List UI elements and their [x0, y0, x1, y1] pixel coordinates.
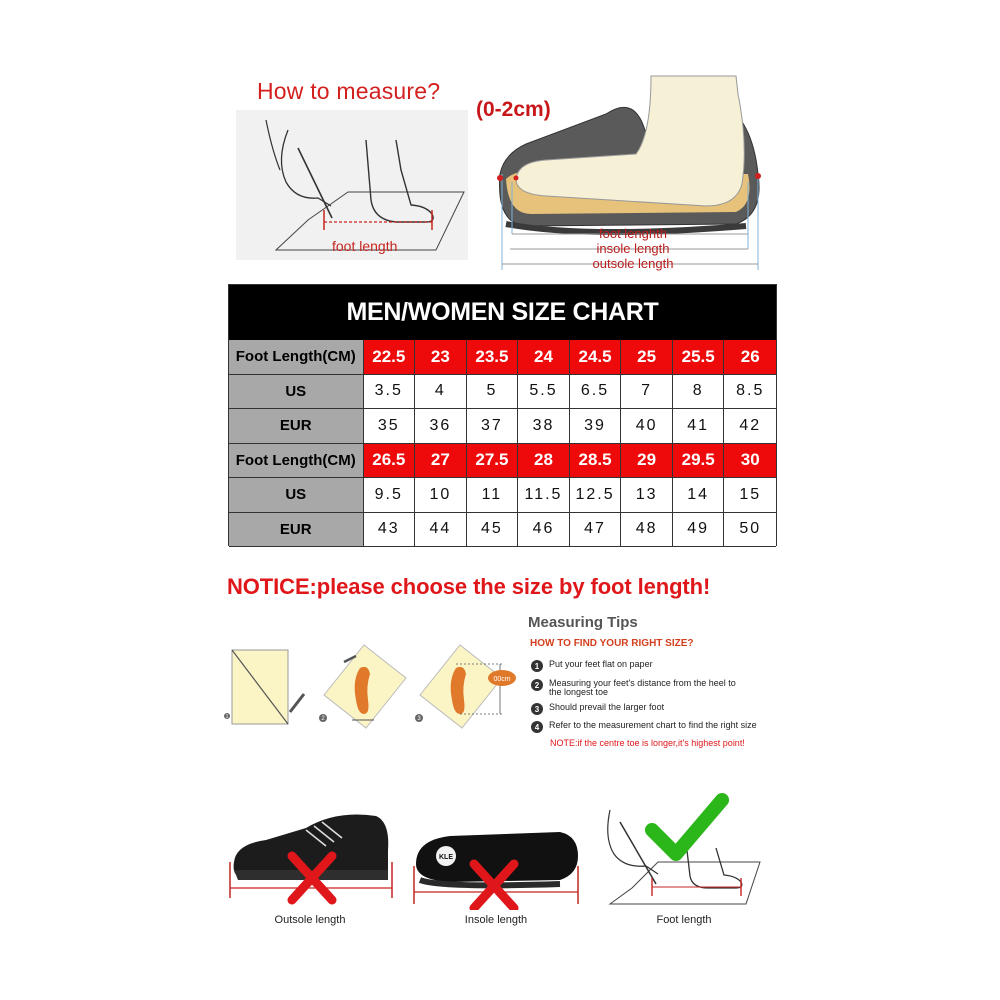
size-value-cell: 40	[621, 409, 673, 444]
tip-panel-foot-measure	[412, 640, 522, 732]
check-icon	[652, 800, 722, 854]
insole-logo: KLE	[439, 854, 453, 861]
size-value-cell: 6.5	[570, 375, 622, 410]
size-value-cell: 4	[415, 375, 467, 410]
row-label: US	[229, 375, 364, 410]
size-chart-row	[229, 444, 776, 479]
size-value-cell: 49	[673, 513, 725, 548]
measuring-tips-title: Measuring Tips	[528, 614, 638, 631]
insole-comparison	[410, 826, 582, 910]
size-value-cell: 29	[621, 444, 673, 479]
outsole-comparison	[226, 800, 396, 908]
how-to-measure-title: How to measure?	[257, 78, 441, 104]
size-value-cell: 25	[621, 340, 673, 375]
tip-step	[531, 703, 664, 715]
size-value-cell: 10	[415, 478, 467, 513]
notice-text: NOTICE:please choose the size by foot length!	[227, 574, 711, 599]
size-value-cell: 26.5	[364, 444, 416, 479]
size-value-cell: 29.5	[673, 444, 725, 479]
size-value-cell: 14	[673, 478, 725, 513]
tip-step	[531, 660, 653, 672]
size-value-cell: 26	[724, 340, 776, 375]
measuring-tips-note: NOTE:if the centre toe is longer,it's highest point!	[550, 738, 745, 748]
tip-bubble-label: 00cm	[493, 676, 511, 683]
range-label: (0-2cm)	[476, 98, 551, 121]
size-chart-row	[229, 513, 776, 548]
size-chart-row	[229, 409, 776, 444]
row-label: Foot Length(CM)	[229, 444, 364, 479]
measuring-tips-subtitle: HOW TO FIND YOUR RIGHT SIZE?	[530, 638, 694, 649]
size-value-cell: 3.5	[364, 375, 416, 410]
size-chart-row	[229, 375, 776, 410]
size-value-cell: 24.5	[570, 340, 622, 375]
size-value-cell: 38	[518, 409, 570, 444]
shoe-cross-section-diagram	[486, 74, 772, 270]
size-value-cell: 27.5	[467, 444, 519, 479]
size-value-cell: 44	[415, 513, 467, 548]
diagram-outsole-length-label: outsole length	[592, 256, 674, 271]
tip-panel-foot-outline	[316, 640, 412, 732]
size-value-cell: 50	[724, 513, 776, 548]
size-value-cell: 23.5	[467, 340, 519, 375]
size-value-cell: 47	[570, 513, 622, 548]
size-value-cell: 5.5	[518, 375, 570, 410]
tip-step-number: 1	[531, 660, 543, 672]
size-value-cell: 11.5	[518, 478, 570, 513]
row-label: EUR	[229, 409, 364, 444]
size-value-cell: 8.5	[724, 375, 776, 410]
size-value-cell: 7	[621, 375, 673, 410]
size-value-cell: 41	[673, 409, 725, 444]
size-value-cell: 12.5	[570, 478, 622, 513]
size-chart-row	[229, 478, 776, 513]
size-value-cell: 9.5	[364, 478, 416, 513]
size-value-cell: 13	[621, 478, 673, 513]
foot-outline-illustration	[316, 640, 412, 732]
size-value-cell: 45	[467, 513, 519, 548]
size-value-cell: 25.5	[673, 340, 725, 375]
row-label: US	[229, 478, 364, 513]
tip-step-number: 4	[531, 721, 543, 733]
size-value-cell: 8	[673, 375, 725, 410]
row-label: EUR	[229, 513, 364, 548]
tip-step-text: Should prevail the larger foot	[549, 702, 665, 712]
size-value-cell: 30	[724, 444, 776, 479]
paper-and-pencil-illustration	[224, 636, 316, 732]
tip-step	[531, 721, 757, 733]
tip-step-number: 2	[531, 679, 543, 691]
size-value-cell: 11	[467, 478, 519, 513]
tip-step-number: 3	[531, 703, 543, 715]
size-value-cell: 39	[570, 409, 622, 444]
foot-length-sketch-label: foot length	[332, 238, 398, 254]
diagram-foot-length-label: foot lenghth	[599, 226, 667, 241]
size-value-cell: 36	[415, 409, 467, 444]
foot-measure-illustration	[412, 640, 522, 732]
tip-step-text: Measuring your feet's distance from the heel to the longest toe	[549, 678, 736, 697]
row-label: Foot Length(CM)	[229, 340, 364, 375]
foot-length-label: Foot length	[656, 914, 712, 926]
tip-step	[531, 679, 749, 697]
size-value-cell: 28	[518, 444, 570, 479]
tip-panel-number: 3	[417, 716, 421, 722]
tip-panel-paper	[224, 636, 316, 732]
tip-step-text: Refer to the measurement chart to find the right size	[549, 720, 757, 730]
size-chart-table	[228, 284, 777, 546]
size-value-cell: 37	[467, 409, 519, 444]
size-chart-title: MEN/WOMEN SIZE CHART	[229, 285, 776, 340]
tip-step-text: Put your feet flat on paper	[549, 659, 653, 669]
size-value-cell: 42	[724, 409, 776, 444]
size-value-cell: 35	[364, 409, 416, 444]
size-value-cell: 43	[364, 513, 416, 548]
tip-panel-number: 1	[225, 714, 229, 720]
foot-length-sketch	[596, 792, 768, 906]
size-chart-row	[229, 340, 776, 375]
size-value-cell: 27	[415, 444, 467, 479]
foot-comparison	[596, 792, 768, 906]
size-value-cell: 5	[467, 375, 519, 410]
size-value-cell: 48	[621, 513, 673, 548]
diagram-insole-length-label: insole length	[596, 241, 670, 256]
size-value-cell: 28.5	[570, 444, 622, 479]
size-value-cell: 22.5	[364, 340, 416, 375]
size-value-cell: 15	[724, 478, 776, 513]
size-value-cell: 24	[518, 340, 570, 375]
size-value-cell: 46	[518, 513, 570, 548]
insole-length-label: Insole length	[464, 914, 528, 926]
insole-illustration	[410, 826, 582, 910]
sneaker-illustration	[226, 800, 396, 908]
tip-panel-number: 2	[321, 716, 325, 722]
outsole-length-label: Outsole length	[274, 914, 346, 926]
size-value-cell: 23	[415, 340, 467, 375]
